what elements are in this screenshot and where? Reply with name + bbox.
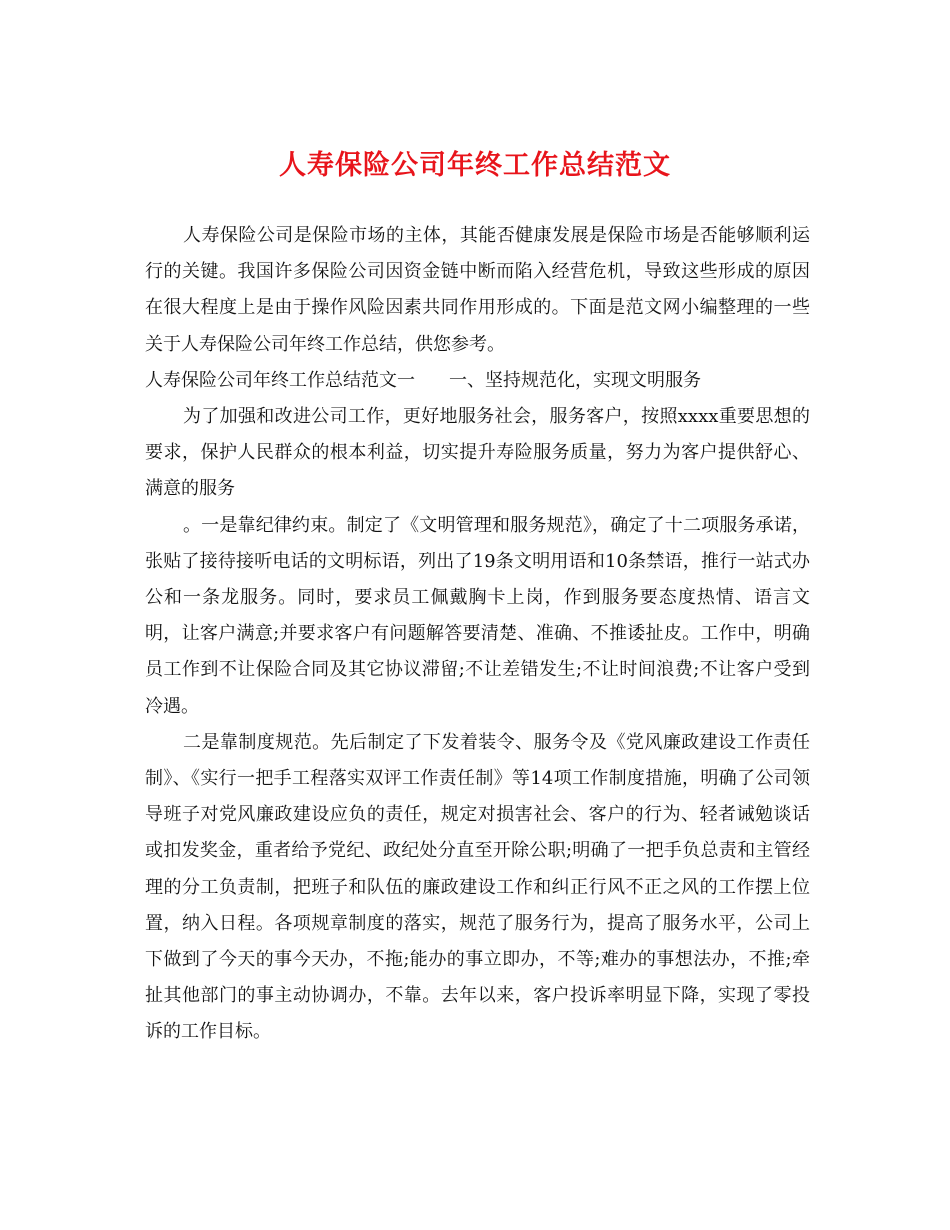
intro-paragraph: 人寿保险公司是保险市场的主体，其能否健康发展是保险市场是否能够顺利运行的关键。我国许多保险公司因资金链中断而陷入经营危机，导致这些形成的原因在很大程度上是由于操作风险因素共同作用形成的。下面是范文网小编整理的一些关于人寿保险公司年终工作总结，供您参考。 bbox=[145, 225, 810, 355]
paragraph-discipline: 。一是靠纪律约束。制定了《文明管理和服务规范》，确定了十二项服务承诺，张贴了接待接听电话的文明标语，列出了19条文明用语和10条禁语，推行一站式办公和一条龙服务。同时，要求员工佩戴胸卡上岗，作到服务要态度热情、语言文明，让客户满意;并要求客户有问题解答要清楚、准确、不推诿扯皮。工作中，明确员工作到不让保险合同及其它协议滞留;不让差错发生;不让时间浪费;不让客户受到冷遇。 bbox=[145, 514, 810, 717]
document-title: 人寿保险公司年终工作总结范文 bbox=[279, 150, 671, 181]
section-label: 人寿保险公司年终工作总结范文一 bbox=[145, 369, 415, 391]
paragraph-service-goal: 为了加强和改进公司工作，更好地服务社会，服务客户，按照xxxx重要思想的要求，保护人民群众的根本利益，切实提升寿险服务质量，努力为客户提供舒心、满意的服务 bbox=[145, 406, 810, 500]
section-heading: 一、坚持规范化，实现文明服务 bbox=[449, 369, 701, 391]
document-body bbox=[145, 218, 810, 1051]
section-heading-line bbox=[145, 363, 810, 399]
paragraph-regulations: 二是靠制度规范。先后制定了下发着装令、服务令及《党风廉政建设工作责任制》、《实行一把手工程落实双评工作责任制》等14项工作制度措施，明确了公司领导班子对党风廉政建设应负的责任，规定对损害社会、客户的行为、轻者诫勉谈话或扣发奖金，重者给予党纪、政纪处分直至开除公职;明确了一把手负总责和主管经理的分工负责制，把班子和队伍的廉政建设工作和纠正行风不正之风的工作摆上位置，纳入日程。各项规章制度的落实，规范了服务行为，提高了服务水平，公司上下做到了今天的事今天办，不拖;能办的事立即办，不等;难办的事想法办，不推;牵扯其他部门的事主动协调办，不靠。去年以来，客户投诉率明显下降，实现了零投诉的工作目标。 bbox=[145, 731, 810, 1043]
